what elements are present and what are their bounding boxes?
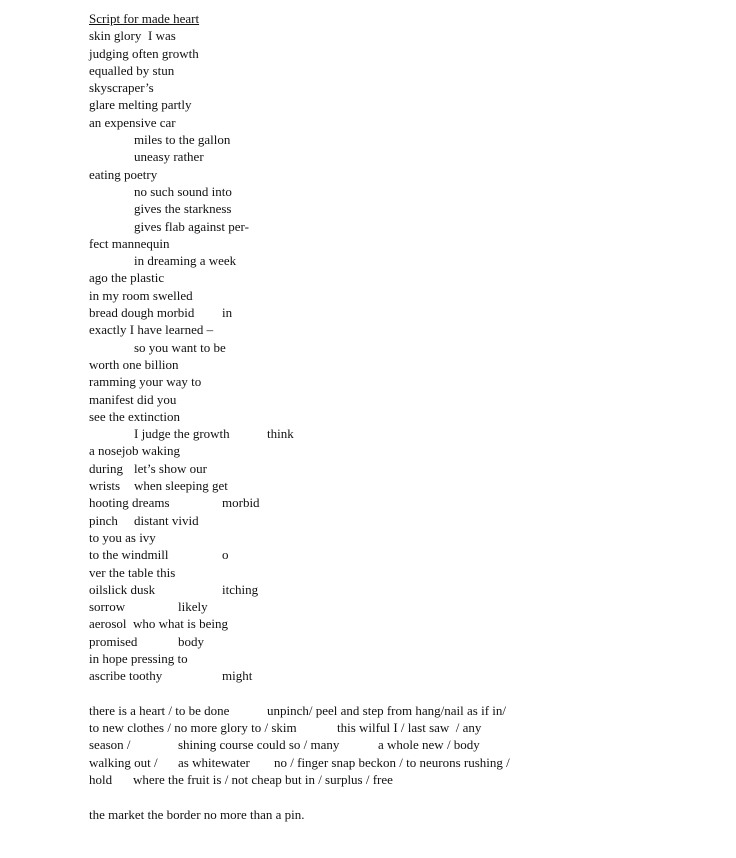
poem-line-segment: who what is being — [133, 616, 228, 632]
poem-line-segment: a nosejob waking — [89, 443, 180, 459]
poem-line-segment: uneasy rather — [134, 149, 204, 165]
poem-line — [89, 183, 709, 200]
poem-title-line — [89, 10, 709, 27]
poem-line-segment: the market the border no more than a pin. — [89, 806, 305, 822]
poem-line-segment: miles to the gallon — [134, 132, 231, 148]
poem-line — [89, 321, 709, 338]
poem-line — [89, 339, 709, 356]
poem-line-segment: wrists — [89, 478, 121, 494]
poem-line — [89, 667, 709, 684]
poem-line — [89, 131, 709, 148]
poem-line-segment: skyscraper’s — [89, 80, 154, 96]
poem-line-segment: sorrow — [89, 599, 126, 615]
poem-line-segment: bread dough morbid — [89, 305, 195, 321]
poem-line-segment: likely — [178, 599, 208, 615]
poem-line — [89, 546, 709, 563]
poem-line-segment: gives the starkness — [134, 201, 232, 217]
poem-line — [89, 719, 709, 736]
poem-line-segment: manifest did you — [89, 391, 177, 407]
poem-line-segment: judging often growth — [89, 45, 199, 61]
poem-title: Script for made heart — [89, 11, 200, 26]
poem-line — [89, 598, 709, 615]
poem-line-segment: might — [222, 668, 253, 684]
poem-line-segment: itching — [222, 581, 259, 597]
poem-line — [89, 166, 709, 183]
poem-line-segment: worth one billion — [89, 356, 179, 372]
poem-line-segment: unpinch/ peel and step from hang/nail as if in/ — [267, 702, 506, 718]
poem-line-segment: oilslick dusk — [89, 581, 156, 597]
poem-line-segment: in dreaming a week — [134, 253, 237, 269]
poem-line — [89, 114, 709, 131]
poem-line-segment: see the extinction — [89, 408, 180, 424]
poem-line — [89, 633, 709, 650]
poem-line-segment: let’s show our — [134, 460, 207, 476]
poem-line-segment: hooting dreams — [89, 495, 170, 511]
poem-line — [89, 408, 709, 425]
poem-line — [89, 45, 709, 62]
poem-line-segment: shining course could so / many — [178, 737, 340, 753]
poem-line-segment: ver the table this — [89, 564, 176, 580]
poem-line-segment: ascribe toothy — [89, 668, 163, 684]
poem-line-segment: equalled by stun — [89, 62, 175, 78]
poem-line-segment: promised — [89, 633, 138, 649]
poem-line-segment: no such sound into — [134, 183, 232, 199]
poem-line-segment: when sleeping get — [134, 478, 228, 494]
poem-line — [89, 218, 709, 235]
poem-line — [89, 425, 709, 442]
poem-line — [89, 442, 709, 459]
poem-line-segment: distant vivid — [134, 512, 199, 528]
poem-line — [89, 373, 709, 390]
poem-line — [89, 806, 709, 823]
poem-line-segment: fect mannequin — [89, 235, 170, 251]
poem-line-segment: glare melting partly — [89, 97, 192, 113]
poem-line-segment: aerosol — [89, 616, 127, 632]
poem-line-segment: there is a heart / to be done — [89, 702, 230, 718]
poem-line — [89, 269, 709, 286]
poem-line-segment: body — [178, 633, 204, 649]
poem-line — [89, 512, 709, 529]
poem-line — [89, 529, 709, 546]
poem-line — [89, 62, 709, 79]
poem-document — [89, 10, 709, 823]
poem-line-segment: an expensive car — [89, 114, 176, 130]
poem-line — [89, 79, 709, 96]
poem-line — [89, 702, 709, 719]
poem-line-segment: as whitewater — [178, 754, 250, 770]
poem-line-segment: ramming your way to — [89, 374, 202, 390]
poem-line — [89, 252, 709, 269]
poem-line-segment: o — [222, 547, 229, 563]
poem-line-segment: skin glory — [89, 28, 142, 44]
poem-line-segment: pinch — [89, 512, 118, 528]
poem-line-segment: to new clothes / no more glory to / skim — [89, 720, 297, 736]
poem-line-segment: to you as ivy — [89, 529, 156, 545]
poem-line-segment: no / finger snap beckon / to neurons rushing / — [274, 754, 510, 770]
poem-line-segment: this wilful I / last saw / any — [337, 720, 482, 736]
poem-line — [89, 287, 709, 304]
poem-line-segment: exactly I have learned – — [89, 322, 214, 338]
poem-line-segment: where the fruit is / not cheap but in / surplus / free — [133, 772, 393, 788]
poem-line-segment: I was — [148, 28, 176, 44]
poem-line — [89, 736, 709, 753]
poem-line — [89, 564, 709, 581]
poem-line — [89, 771, 709, 788]
poem-line-segment: walking out / — [89, 754, 158, 770]
poem-line-segment: I judge the growth — [134, 426, 230, 442]
poem-line-segment: hold — [89, 772, 113, 788]
poem-line — [89, 581, 709, 598]
poem-body — [89, 27, 709, 823]
poem-line — [89, 494, 709, 511]
stanza-break — [89, 685, 709, 702]
poem-line — [89, 200, 709, 217]
poem-line — [89, 615, 709, 632]
poem-line-segment: to the windmill — [89, 547, 169, 563]
poem-line-segment: think — [267, 426, 294, 442]
poem-line-segment: in my room swelled — [89, 287, 193, 303]
stanza-break — [89, 788, 709, 805]
poem-line-segment: in — [222, 305, 233, 321]
poem-line — [89, 235, 709, 252]
poem-line-segment: a whole new / body — [378, 737, 480, 753]
poem-line-segment: so you want to be — [134, 339, 226, 355]
poem-line-segment: season / — [89, 737, 131, 753]
poem-line-segment: morbid — [222, 495, 260, 511]
poem-line — [89, 96, 709, 113]
poem-line — [89, 27, 709, 44]
poem-line — [89, 460, 709, 477]
poem-line — [89, 754, 709, 771]
poem-line — [89, 477, 709, 494]
poem-line-segment: ago the plastic — [89, 270, 165, 286]
poem-line-segment: in hope pressing to — [89, 650, 188, 666]
poem-line-segment: gives flab against per- — [134, 218, 249, 234]
poem-line — [89, 356, 709, 373]
poem-line — [89, 650, 709, 667]
poem-line-segment: during — [89, 460, 123, 476]
poem-line — [89, 391, 709, 408]
poem-line — [89, 148, 709, 165]
poem-line-segment: eating poetry — [89, 166, 158, 182]
poem-line — [89, 304, 709, 321]
